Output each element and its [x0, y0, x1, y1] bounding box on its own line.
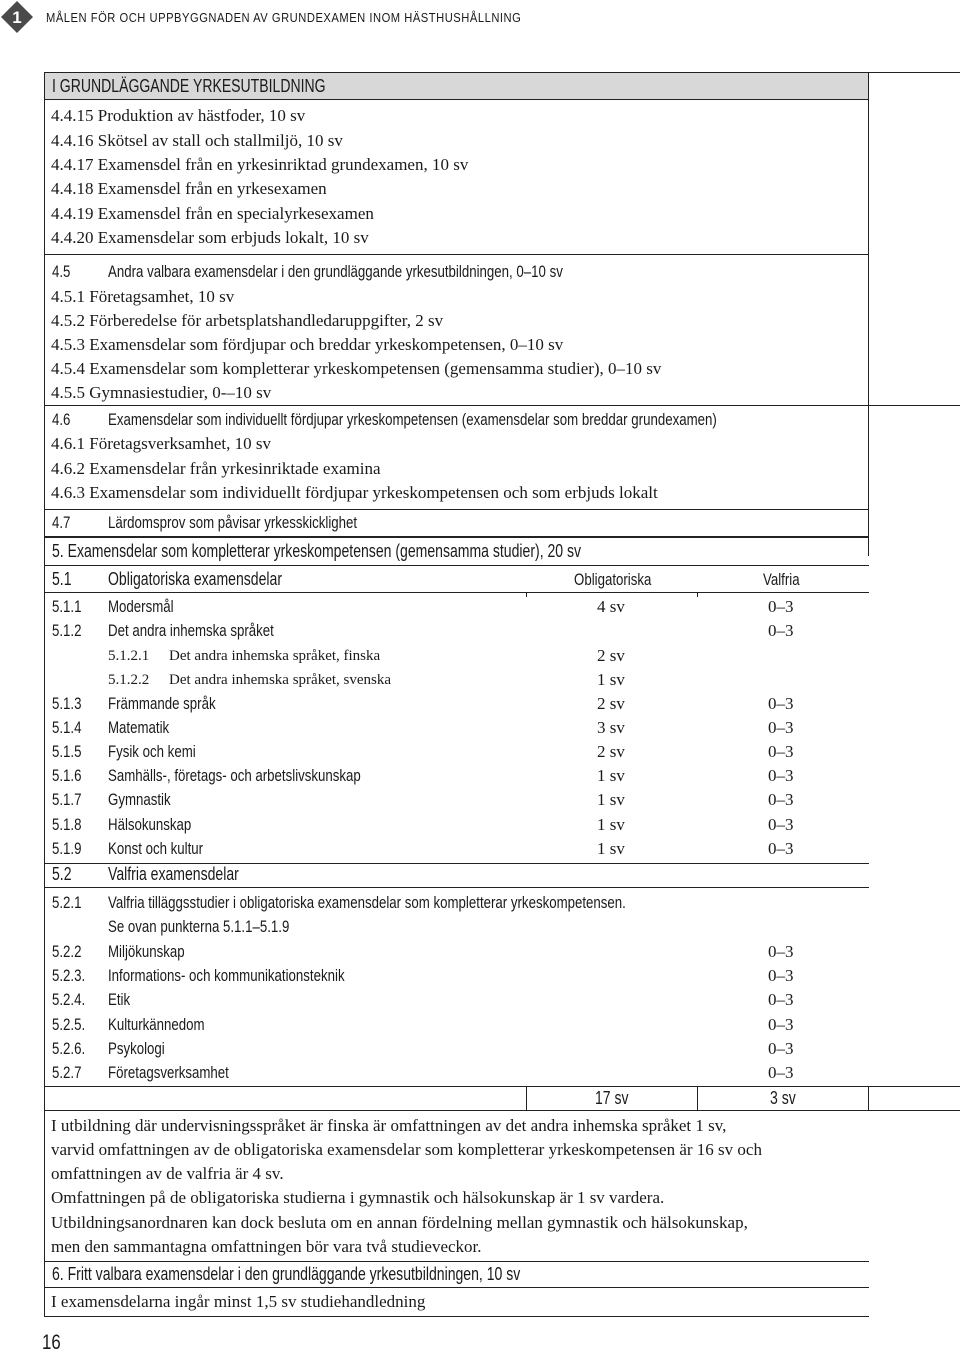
row-number: 5.1.1 — [52, 597, 82, 616]
row-obligatory: 1 sv — [597, 839, 625, 858]
row-optional: 0–3 — [768, 766, 794, 785]
row-name: Det andra inhemska språket, finska — [169, 648, 381, 664]
section-text: I examensdelarna ingår minst 1,5 sv studiehandledning — [51, 1292, 426, 1311]
note-line: Utbildningsanordnaren kan dock besluta om en annan fördelning mellan gymnastik och hälsokunskap, — [51, 1213, 748, 1232]
row-number: 5.1.8 — [52, 815, 82, 834]
row-optional: 0–3 — [768, 1063, 794, 1082]
section-title: Andra valbara examensdelar i den grundläggande yrkesutbildningen, 0–10 sv — [108, 262, 563, 281]
row-number: 5.1.2.2 — [108, 672, 150, 688]
chapter-badge — [0, 0, 34, 34]
section-number: 4.5 — [52, 262, 71, 281]
row-name: Det andra inhemska språket — [108, 621, 274, 640]
row-optional: 0–3 — [768, 815, 794, 834]
section-title: Examensdelar som individuellt fördjupar yrkeskompetensen (examensdelar som breddar grundexamen) — [108, 410, 717, 429]
list-item: 4.4.17 Examensdel från en yrkesinriktad grundexamen, 10 sv — [51, 155, 469, 174]
list-item: 4.4.18 Examensdel från en yrkesexamen — [51, 179, 327, 198]
row-optional: 0–3 — [768, 790, 794, 809]
note-line: varvid omfattningen av de obligatoriska examensdelar som kompletterar yrkeskompetensen är 16 sv och — [51, 1140, 762, 1159]
page-number: 16 — [42, 1331, 61, 1354]
list-item: 4.4.20 Examensdelar som erbjuds lokalt, 10 sv — [51, 228, 369, 247]
row-optional: 0–3 — [768, 621, 794, 640]
row-obligatory: 1 sv — [597, 815, 625, 834]
row-name: Gymnastik — [108, 790, 171, 809]
section-title: Obligatoriska examensdelar — [108, 569, 283, 589]
row-name: Etik — [108, 990, 131, 1009]
row-number: 5.2.3. — [52, 966, 86, 985]
row-obligatory: 1 sv — [597, 670, 625, 689]
section-heading: 6. Fritt valbara examensdelar i den grundläggande yrkesutbildningen, 10 sv — [52, 1264, 521, 1284]
row-obligatory: 2 sv — [597, 646, 625, 665]
section-title: Valfria examensdelar — [108, 864, 239, 884]
row-obligatory: 1 sv — [597, 766, 625, 785]
note-line: omfattningen av de valfria är 4 sv. — [51, 1164, 284, 1183]
row-number: 5.1.5 — [52, 742, 82, 761]
section-heading: 5. Examensdelar som kompletterar yrkeskompetensen (gemensamma studier), 20 sv — [52, 541, 582, 561]
row-number: 5.1.3 — [52, 694, 82, 713]
list-item: 4.5.4 Examensdelar som kompletterar yrkeskompetensen (gemensamma studier), 0–10 sv — [51, 359, 662, 378]
row-obligatory: 2 sv — [597, 694, 625, 713]
row-name: Främmande språk — [108, 694, 216, 713]
list-item: 4.5.1 Företagsamhet, 10 sv — [51, 287, 235, 306]
section-title: Lärdomsprov som påvisar yrkesskicklighet — [108, 513, 358, 532]
row-optional: 0–3 — [768, 1015, 794, 1034]
column-header-obligatory: Obligatoriska — [574, 570, 652, 589]
row-number: 5.1.6 — [52, 766, 82, 785]
row-optional: 0–3 — [768, 839, 794, 858]
section-number: 5.2 — [52, 864, 72, 884]
list-item: 4.5.3 Examensdelar som fördjupar och breddar yrkeskompetensen, 0–10 sv — [51, 335, 564, 354]
row-number: 5.2.2 — [52, 942, 82, 961]
running-header: MÅLEN FÖR OCH UPPBYGGNADEN AV GRUNDEXAMEN INOM HÄSTHUSHÅLLNING — [46, 10, 522, 25]
row-number: 5.1.7 — [52, 790, 82, 809]
row-number: 5.2.5. — [52, 1015, 86, 1034]
row-name: Samhälls-, företags- och arbetslivskunskap — [108, 766, 361, 785]
list-item: 4.5.2 Förberedelse för arbetsplatshandledaruppgifter, 2 sv — [51, 311, 444, 330]
chapter-number: 1 — [12, 8, 22, 27]
row-name: Fysik och kemi — [108, 742, 196, 761]
row-obligatory: 1 sv — [597, 790, 625, 809]
list-item: 4.4.19 Examensdel från en specialyrkesexamen — [51, 204, 374, 223]
row-number: 5.1.4 — [52, 718, 82, 737]
row-name: Kulturkännedom — [108, 1015, 205, 1034]
row-name-continued: Se ovan punkterna 5.1.1–5.1.9 — [108, 917, 290, 936]
list-item: 4.6.1 Företagsverksamhet, 10 sv — [51, 434, 272, 453]
row-optional: 0–3 — [768, 966, 794, 985]
section-number: 5.1 — [52, 569, 72, 589]
row-name: Hälsokunskap — [108, 815, 192, 834]
row-optional: 0–3 — [768, 718, 794, 737]
row-optional: 0–3 — [768, 1039, 794, 1058]
column-header-optional: Valfria — [763, 570, 800, 589]
section-number: 4.6 — [52, 410, 71, 429]
row-optional: 0–3 — [768, 990, 794, 1009]
total-obligatory: 17 sv — [595, 1088, 629, 1108]
row-number: 5.1.2 — [52, 621, 82, 640]
row-name: Företagsverksamhet — [108, 1063, 229, 1082]
row-name: Det andra inhemska språket, svenska — [169, 672, 392, 688]
list-item: 4.5.5 Gymnasiestudier, 0-–10 sv — [51, 383, 272, 402]
section-number: 4.7 — [52, 513, 71, 532]
section-heading: I GRUNDLÄGGANDE YRKESUTBILDNING — [52, 76, 326, 96]
row-number: 5.2.4. — [52, 990, 86, 1009]
list-item: 4.6.2 Examensdelar från yrkesinriktade examina — [51, 459, 381, 478]
row-optional: 0–3 — [768, 694, 794, 713]
row-number: 5.1.2.1 — [108, 648, 150, 664]
list-item: 4.4.15 Produktion av hästfoder, 10 sv — [51, 106, 306, 125]
row-name: Konst och kultur — [108, 839, 204, 858]
row-name: Psykologi — [108, 1039, 165, 1058]
list-item: 4.6.3 Examensdelar som individuellt fördjupar yrkeskompetensen och som erbjuds lokalt — [51, 483, 658, 502]
row-obligatory: 4 sv — [597, 597, 625, 616]
list-item: 4.4.16 Skötsel av stall och stallmiljö, 10 sv — [51, 131, 343, 150]
total-optional: 3 sv — [770, 1088, 796, 1108]
note-line: I utbildning där undervisningsspråket är finska är omfattningen av det andra inhemska språket 1 sv, — [51, 1116, 727, 1135]
row-obligatory: 2 sv — [597, 742, 625, 761]
row-name: Modersmål — [108, 597, 174, 616]
row-name: Matematik — [108, 718, 170, 737]
row-name: Valfria tilläggsstudier i obligatoriska examensdelar som kompletterar yrkeskompetensen. — [108, 893, 626, 912]
row-number: 5.1.9 — [52, 839, 82, 858]
note-line: men den sammantagna omfattningen bör vara två studieveckor. — [51, 1237, 482, 1256]
row-optional: 0–3 — [768, 942, 794, 961]
row-name: Informations- och kommunikationsteknik — [108, 966, 345, 985]
row-number: 5.2.7 — [52, 1063, 82, 1082]
row-optional: 0–3 — [768, 742, 794, 761]
row-number: 5.2.6. — [52, 1039, 86, 1058]
note-line: Omfattningen på de obligatoriska studierna i gymnastik och hälsokunskap är 1 sv vardera. — [51, 1188, 665, 1207]
row-optional: 0–3 — [768, 597, 794, 616]
row-obligatory: 3 sv — [597, 718, 625, 737]
row-number: 5.2.1 — [52, 893, 82, 912]
row-name: Miljökunskap — [108, 942, 185, 961]
